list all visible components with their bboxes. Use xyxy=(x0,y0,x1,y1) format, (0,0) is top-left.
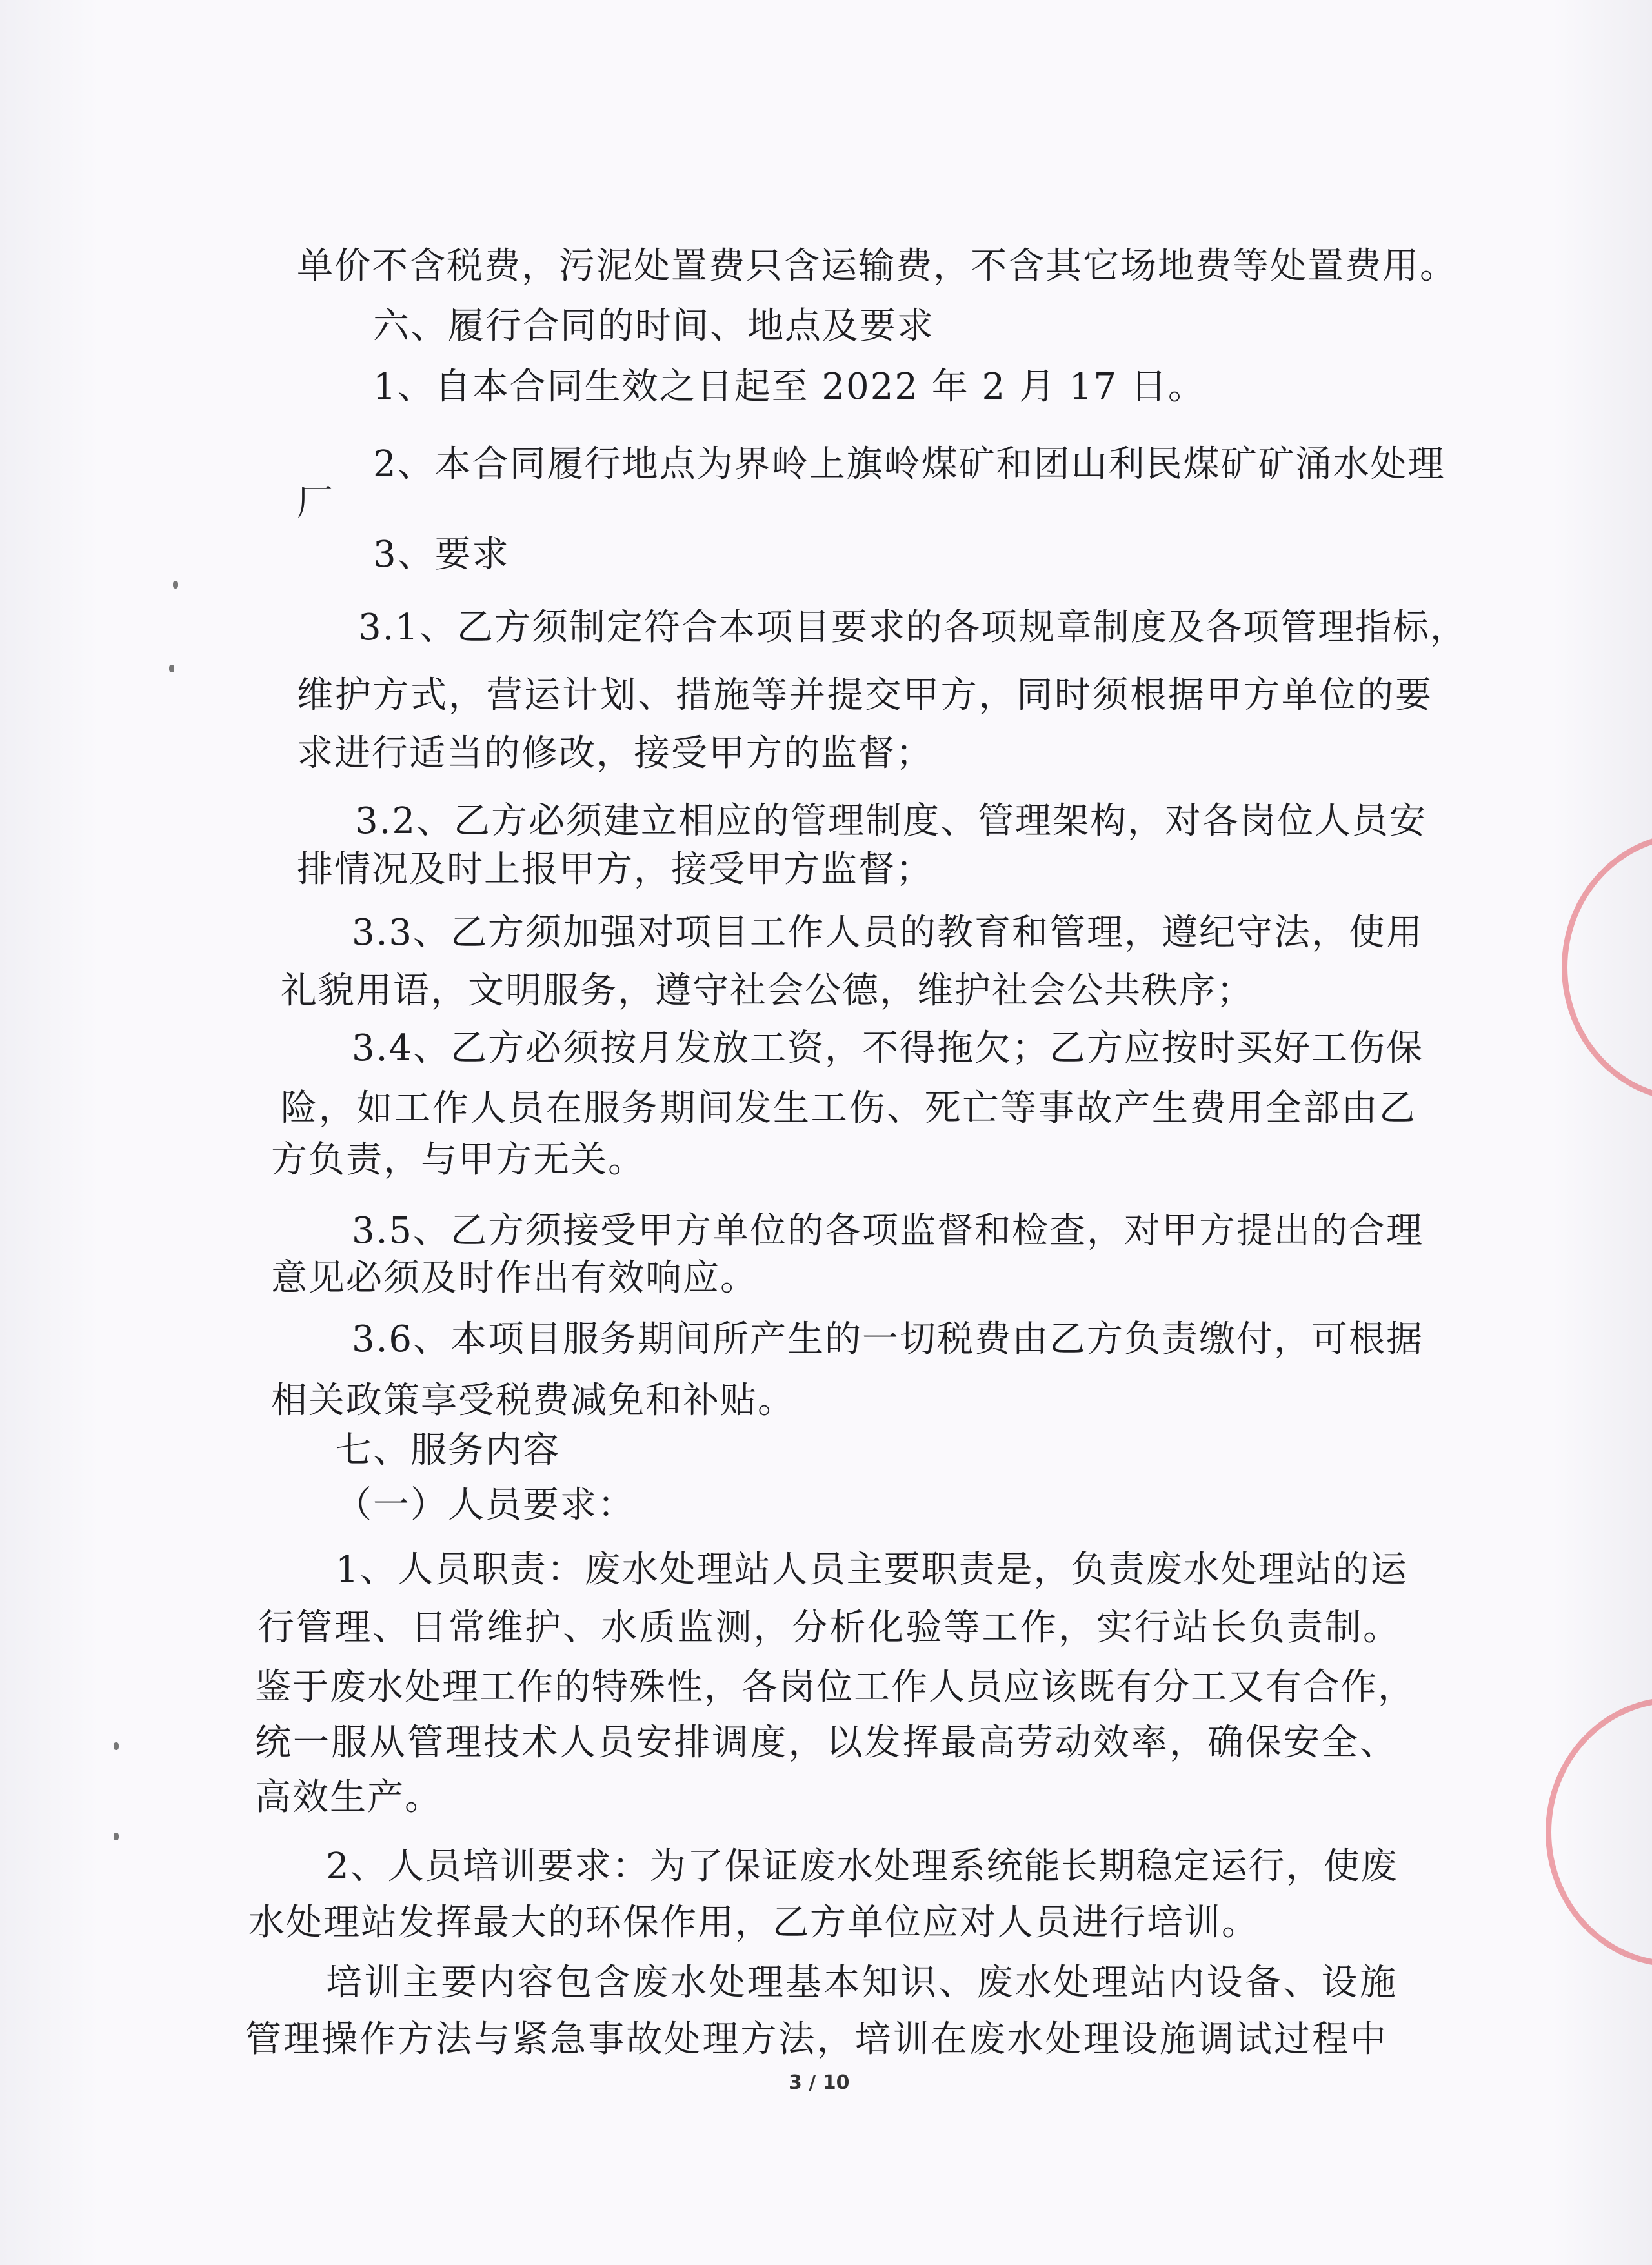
document-line: 统一服从管理技术人员安排调度，以发挥最高劳动效率，确保安全、 xyxy=(255,1722,1397,1764)
document-line: 险，如工作人员在服务期间发生工伤、死亡等事故产生费用全部由乙 xyxy=(281,1087,1416,1129)
document-line: 管理操作方法与紧急事故处理方法，培训在废水处理设施调试过程中 xyxy=(245,2018,1387,2060)
document-line: 3.4、乙方必须按月发放工资，不得拖欠；乙方应按时买好工伤保 xyxy=(352,1027,1424,1069)
page-number: 3 / 10 xyxy=(789,2071,850,2094)
document-line: 3.1、乙方须制定符合本项目要求的各项规章制度及各项管理指标， xyxy=(358,607,1468,649)
document-line: 礼貌用语，文明服务，遵守社会公德，维护社会公共秩序； xyxy=(281,970,1254,1012)
document-line: 高效生产。 xyxy=(255,1777,442,1818)
document-line: 3.5、乙方须接受甲方单位的各项监督和检查，对甲方提出的合理 xyxy=(352,1210,1424,1252)
scan-speck xyxy=(169,665,174,672)
document-line: 求进行适当的修改，接受甲方的监督； xyxy=(297,732,933,774)
document-line: 2、本合同履行地点为界岭上旗岭煤矿和团山利民煤矿矿涌水处理 xyxy=(373,443,1446,485)
document-line: 3.3、乙方须加强对项目工作人员的教育和管理，遵纪守法，使用 xyxy=(352,912,1424,954)
red-seal-stamp-top xyxy=(1562,832,1652,1102)
document-line: 3.2、乙方必须建立相应的管理制度、管理架构，对各岗位人员安 xyxy=(355,800,1427,842)
document-line: 1、人员职责：废水处理站人员主要职责是，负责废水处理站的运 xyxy=(336,1549,1408,1591)
document-line: 3.6、本项目服务期间所产生的一切税费由乙方负责缴付，可根据 xyxy=(352,1318,1424,1360)
document-line: 排情况及时上报甲方，接受甲方监督； xyxy=(297,849,933,891)
document-line: 厂 xyxy=(297,482,334,524)
document-line: 行管理、日常维护、水质监测，分析化验等工作，实行站长负责制。 xyxy=(258,1607,1400,1649)
document-line: 单价不含税费，污泥处置费只含运输费，不含其它场地费等处置费用。 xyxy=(297,245,1457,287)
document-line: 方负责，与甲方无关。 xyxy=(271,1139,645,1181)
document-line: 1、自本合同生效之日起至 2022 年 2 月 17 日。 xyxy=(373,366,1205,408)
document-line: 鉴于废水处理工作的特殊性，各岗位工作人员应该既有分工又有合作， xyxy=(255,1666,1415,1708)
red-seal-stamp-bottom xyxy=(1546,1697,1652,1967)
document-line: 维护方式，营运计划、措施等并提交甲方，同时须根据甲方单位的要 xyxy=(297,674,1433,716)
document-line: 培训主要内容包含废水处理基本知识、废水处理站内设备、设施 xyxy=(326,1962,1397,2004)
scan-speck xyxy=(114,1833,119,1840)
scan-speck xyxy=(173,581,178,589)
document-line: （一）人员要求： xyxy=(336,1484,635,1526)
document-line: 2、人员培训要求：为了保证废水处理系统能长期稳定运行，使废 xyxy=(326,1846,1398,1888)
document-line: 水处理站发挥最大的环保作用，乙方单位应对人员进行培训。 xyxy=(248,1902,1259,1944)
document-line: 3、要求 xyxy=(373,534,510,576)
document-line: 六、履行合同的时间、地点及要求 xyxy=(373,305,934,347)
scan-speck xyxy=(114,1742,119,1750)
document-line: 七、服务内容 xyxy=(336,1429,560,1471)
document-line: 相关政策享受税费减免和补贴。 xyxy=(271,1380,795,1422)
document-line: 意见必须及时作出有效响应。 xyxy=(271,1257,758,1299)
